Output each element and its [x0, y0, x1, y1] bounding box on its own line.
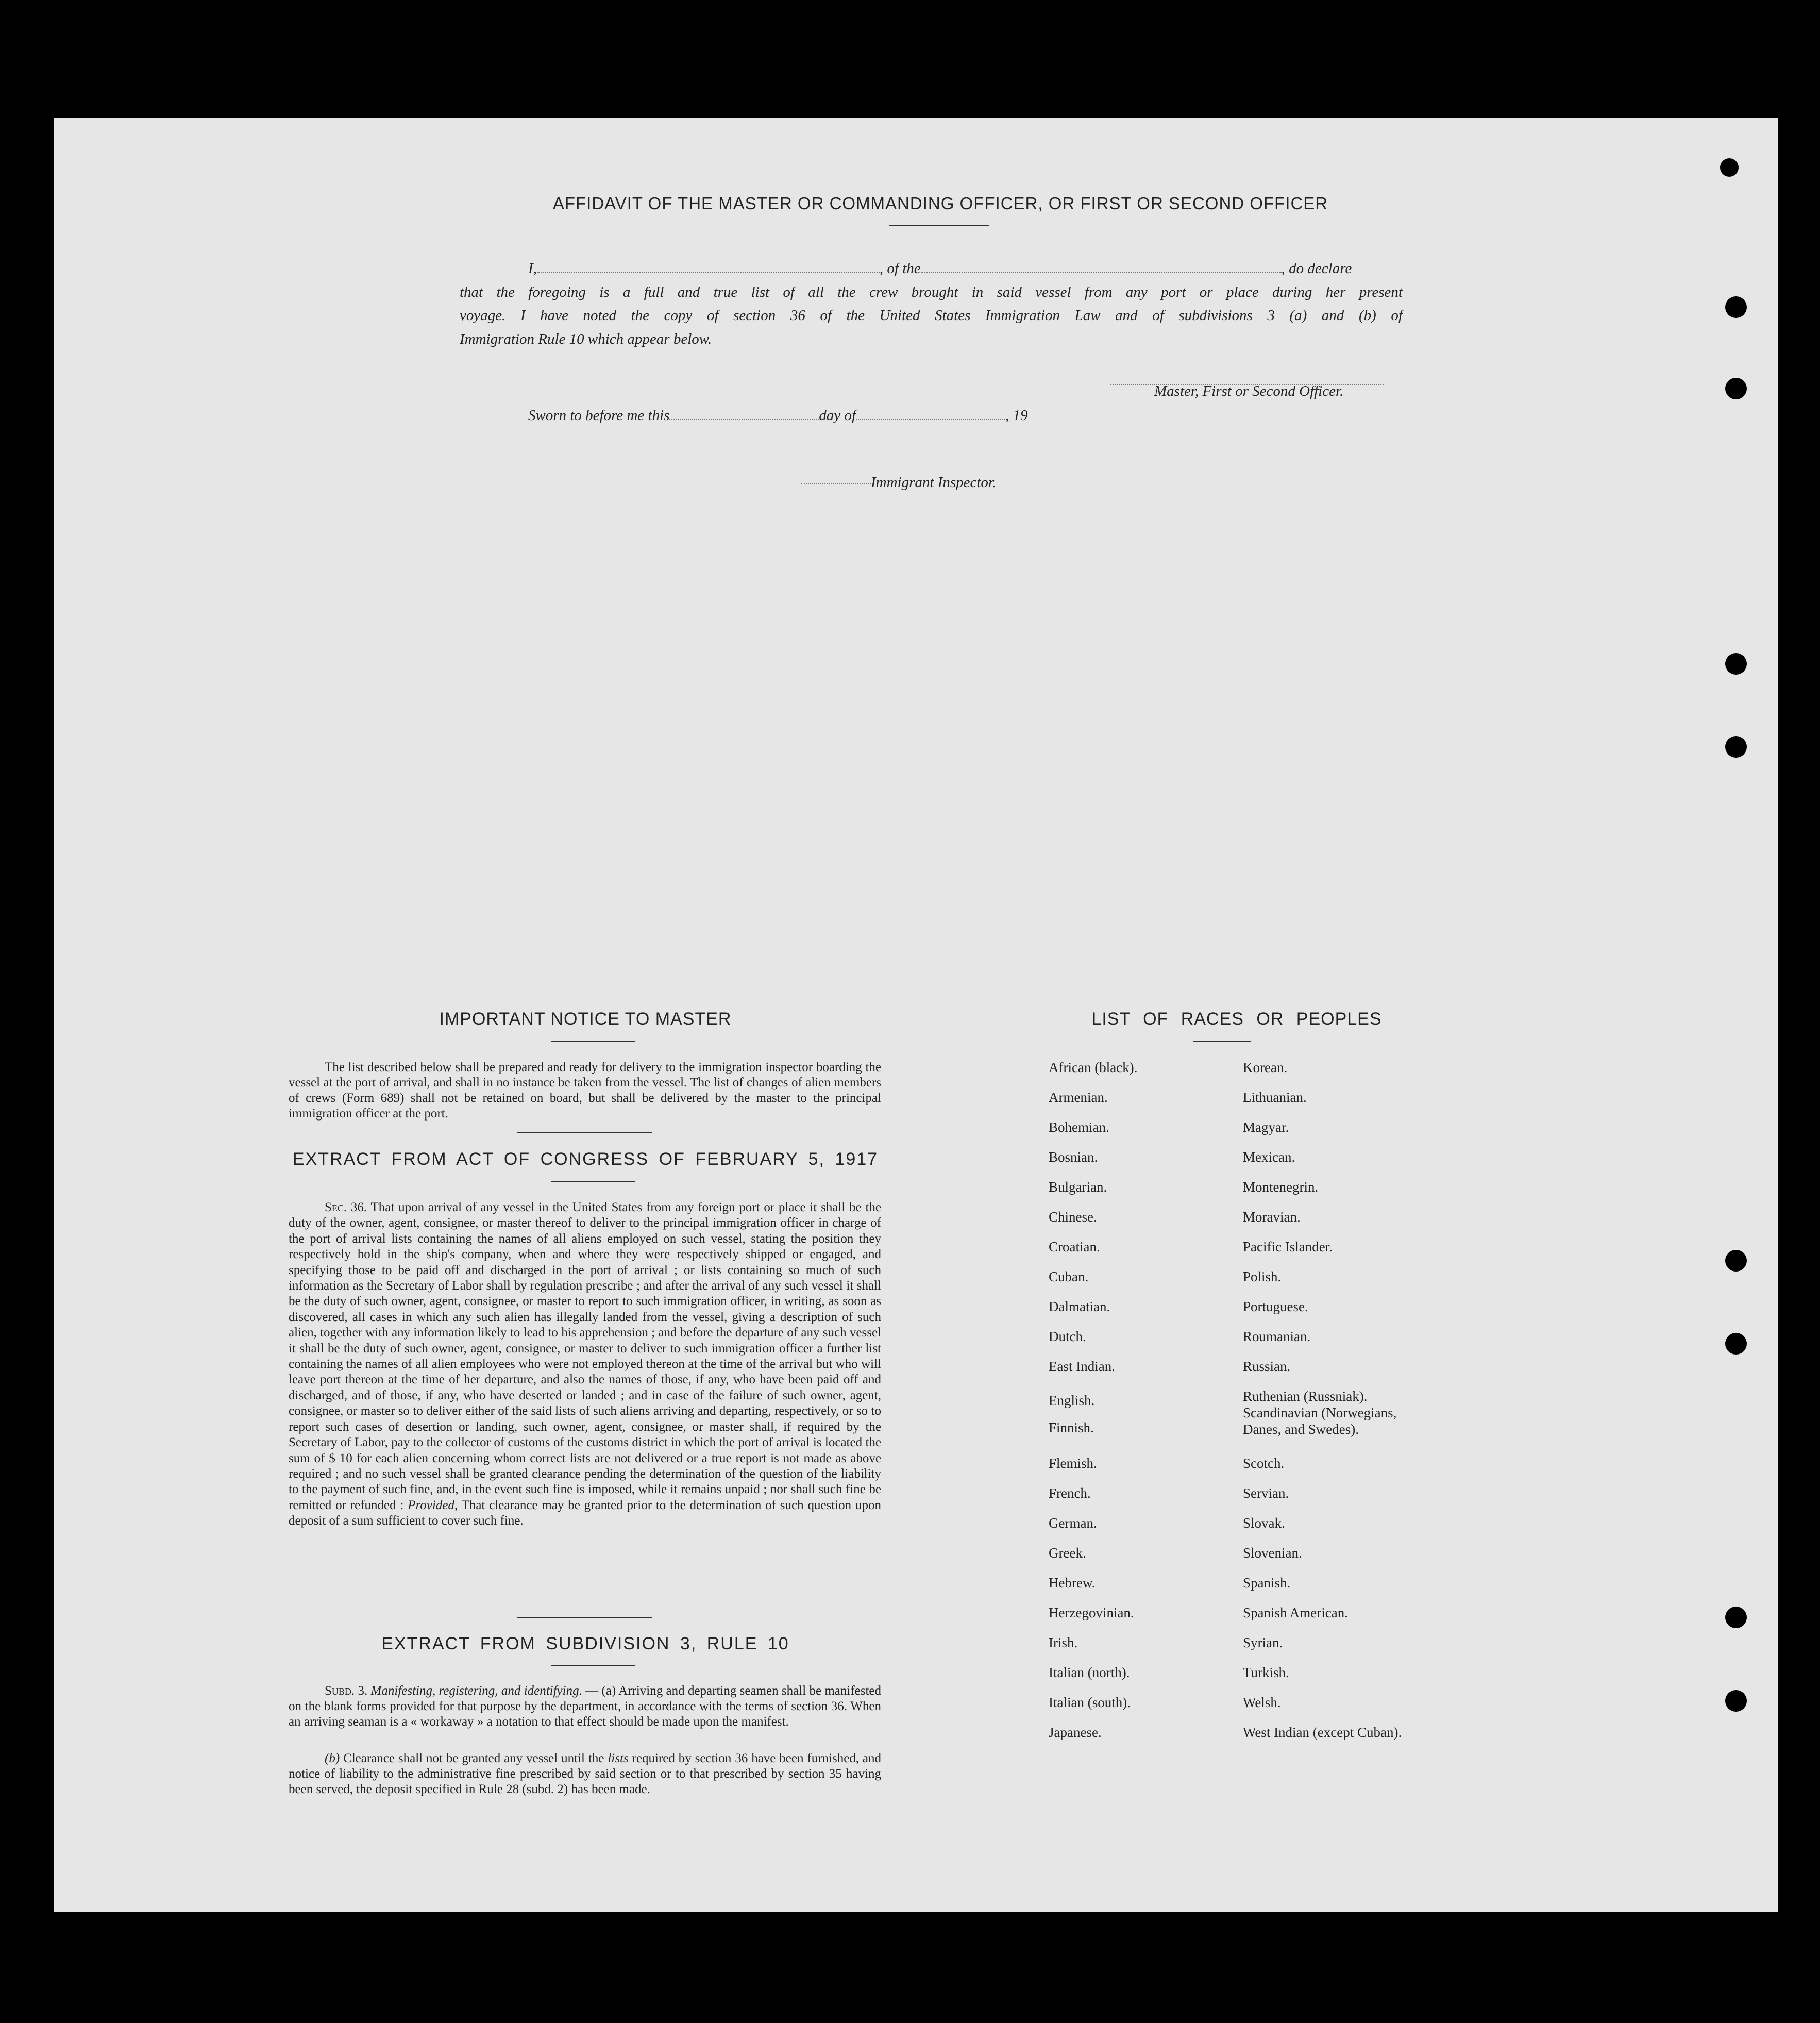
extract-act-title: EXTRACT FROM ACT OF CONGRESS OF FEBRUARY 5, 1917 — [292, 1149, 879, 1169]
name-blank — [537, 267, 880, 273]
subd-heading: Manifesting, registering, and identifying. — [370, 1684, 582, 1698]
extract-act-title-rule — [551, 1181, 635, 1182]
races-left-column — [1049, 1060, 1224, 1740]
race-item: Danes, and Swedes). — [1243, 1422, 1359, 1437]
day-of-label: day of — [819, 407, 856, 424]
race-item: English. — [1049, 1393, 1095, 1408]
race-item: Cuban. — [1049, 1269, 1089, 1284]
para-b-start: Clearance shall not be granted any vessel until the — [343, 1751, 604, 1765]
extract-rule-title: EXTRACT FROM SUBDIVISION 3, RULE 10 — [381, 1634, 789, 1653]
sworn-line — [528, 407, 1028, 424]
para-a-text: Arriving and departing seamen shall be manifested on the blank forms provided for that purpose by the department, in accordance with the terms of section 36. When an arriving seaman is a « workaway » a notation to that effect should be made upon the manifest. — [289, 1684, 882, 1729]
race-item: Slovenian. — [1243, 1545, 1302, 1561]
notice-body: The list described below shall be prepared and ready for delivery to the immigration inspector boarding the vessel at the port of arrival, and shall in no instance be taken from the vessel. The list of changes of alien members of crews (Form 689) shall not be retained on board, but shall be delivered by the master to the principal immigration officer at the port. — [289, 1060, 881, 1121]
punch-hole-8 — [1725, 1690, 1747, 1712]
affidavit-title-rule — [889, 225, 989, 226]
race-item: Herzegovinian. — [1049, 1605, 1134, 1620]
race-item: Turkish. — [1243, 1665, 1289, 1680]
subd-label: Subd. 3. — [325, 1684, 368, 1698]
race-item: Chinese. — [1049, 1209, 1097, 1225]
affidavit-declare-label: , do declare — [1281, 260, 1352, 277]
inspector-signature-label: Immigrant Inspector. — [871, 474, 997, 491]
notice-title-rule — [551, 1041, 635, 1042]
affidavit-line-4: Immigration Rule 10 which appear below. — [460, 331, 712, 347]
vessel-blank — [921, 267, 1282, 273]
extract-rule-para-b — [289, 1751, 881, 1797]
race-item: Finnish. — [1049, 1420, 1094, 1435]
punch-hole-7 — [1725, 1607, 1747, 1628]
race-item: French. — [1049, 1485, 1091, 1501]
race-item: Roumanian. — [1243, 1329, 1311, 1344]
para-b-lists: lists — [608, 1751, 629, 1765]
races-title-rule — [1193, 1041, 1251, 1042]
race-item: Scandinavian (Norwegians, — [1243, 1405, 1397, 1420]
race-item: Welsh. — [1243, 1695, 1281, 1710]
race-item: West Indian (except Cuban). — [1243, 1725, 1402, 1740]
extract-rule-title-rule — [551, 1665, 635, 1666]
punch-hole-2 — [1725, 378, 1747, 399]
notice-end-rule — [517, 1132, 652, 1133]
races-right-column — [1243, 1060, 1449, 1740]
race-item: Servian. — [1243, 1485, 1289, 1501]
race-item: Syrian. — [1243, 1635, 1283, 1650]
race-item: East Indian. — [1049, 1359, 1115, 1374]
race-item: Slovak. — [1243, 1515, 1285, 1531]
race-item: Italian (south). — [1049, 1695, 1131, 1710]
race-item: Russian. — [1243, 1359, 1291, 1374]
para-b-end: required by section 36 have been furnished, and notice of liability to the administrative fine prescribed by said section or to that prescribed by section 35 having been served, the deposit specified in Rule 28 (subd. 2) has been made. — [289, 1751, 882, 1796]
race-item: Hebrew. — [1049, 1575, 1096, 1591]
race-item: Lithuanian. — [1243, 1090, 1307, 1105]
race-item: Bosnian. — [1049, 1149, 1098, 1165]
affidavit-line-3: voyage. I have noted the copy of section 36 of the United States Immigration Law and of subdivisions 3 (a) and (b) of — [460, 307, 1403, 324]
race-item: Armenian. — [1049, 1090, 1108, 1105]
race-item: Japanese. — [1049, 1725, 1102, 1740]
race-item: Magyar. — [1243, 1119, 1289, 1135]
affidavit-of-the-label: , of the — [879, 260, 921, 277]
para-a-label: — (a) — [585, 1684, 616, 1698]
extract-act-body — [289, 1200, 881, 1529]
race-item: Scotch. — [1243, 1456, 1285, 1471]
provided-label: Provided, — [408, 1498, 458, 1512]
sworn-day-blank — [669, 414, 819, 420]
race-item: Spanish American. — [1243, 1605, 1348, 1620]
punch-hole-3 — [1725, 653, 1747, 675]
race-item: Dutch. — [1049, 1329, 1086, 1344]
race-item: Ruthenian (Russniak). — [1243, 1389, 1368, 1404]
para-b-label: (b) — [325, 1751, 340, 1765]
sec-36-text: That upon arrival of any vessel in the United States from any foreign port or place it shall be the duty of the owner, agent, consignee, or master thereof to deliver to the principal immigration officer in charge of the port of arrival lists containing the names of all aliens employed on such vessel, stating the position they respectively hold in the ship's company, when and where they were respectively shipped or engaged, and specifying those to be paid off and discharged in the port of arrival ; or lists containing so much of such information as the Secretary of Labor shall by regulation prescribe ; and after the arrival of any such vessel it shall be the duty of such owner, agent, consignee, or master to report to such immigration officer, in writing, as soon as discovered, all cases in which any such alien has illegally landed from the vessel, giving a description of such alien, together with any information likely to lead to his apprehension ; and before the departure of any such vessel it shall be the duty of such owner, agent, consignee, or master to deliver to such immigration officer a further list containing the names of all alien employees who were not employed thereon at the time of the arrival but who will leave port thereon at the time of her departure, and also the names of those, if any, who have been paid off and discharged, and of those, if any, who have deserted or landed ; and in case of the failure of such owner, agent, consignee, or master so to deliver either of the said lists of such aliens arriving and departing, respectively, or so to report such cases of desertion or landing, such owner, agent, consignee, or master shall, if required by the Secretary of Labor, pay to the collector of customs of the customs district in which the port of arrival is located the sum of $ 10 for each alien concerning whom correct lists are not delivered or a true report is not made as above required ; and no such vessel shall be granted clearance pending the determination of the question of the liability to the payment of such fine, and, in the event such fine is imposed, while it remains unpaid ; nor shall such fine be remitted or refunded : — [289, 1200, 881, 1512]
race-item: Portuguese. — [1243, 1299, 1308, 1314]
race-item: Greek. — [1049, 1545, 1086, 1561]
race-item: Korean. — [1243, 1060, 1288, 1075]
sec-36-label: Sec. 36. — [325, 1200, 367, 1214]
race-item: Montenegrin. — [1243, 1179, 1319, 1195]
punch-hole-4 — [1725, 736, 1747, 758]
affidavit-line-2: that the foregoing is a full and true list of all the crew brought in said vessel from any port or place during her present — [460, 284, 1403, 300]
race-item: Italian (north). — [1049, 1665, 1130, 1680]
master-signature-label: Master, First or Second Officer. — [1154, 383, 1344, 399]
race-item: Irish. — [1049, 1635, 1078, 1650]
punch-hole-top — [1720, 158, 1739, 177]
race-item: Flemish. — [1049, 1456, 1097, 1471]
race-item: Spanish. — [1243, 1575, 1291, 1591]
race-item: German. — [1049, 1515, 1097, 1531]
race-item: Pacific Islander. — [1243, 1239, 1333, 1255]
affidavit-line-1 — [528, 260, 1404, 277]
race-item: Bohemian. — [1049, 1119, 1109, 1135]
extract-act-end-rule — [517, 1617, 652, 1618]
race-item: Croatian. — [1049, 1239, 1100, 1255]
extract-rule-para-a — [289, 1683, 881, 1730]
sec-36-text-end: That clearance may be granted prior to the determination of such question upon deposit of a sum sufficient to cover such fine. — [289, 1498, 881, 1528]
races-title: LIST OF RACES OR PEOPLES — [1091, 1009, 1382, 1029]
punch-hole-6 — [1725, 1333, 1747, 1355]
race-item: Dalmatian. — [1049, 1299, 1110, 1314]
punch-hole-5 — [1725, 1250, 1747, 1272]
race-item: Bulgarian. — [1049, 1179, 1107, 1195]
year-label: , 19 — [1005, 407, 1028, 424]
race-item: African (black). — [1049, 1060, 1138, 1075]
sworn-month-blank — [856, 414, 1005, 420]
affidavit-i-label: I, — [528, 260, 537, 277]
sworn-label: Sworn to before me this — [528, 407, 670, 424]
punch-hole-1 — [1725, 296, 1747, 318]
race-item: Mexican. — [1243, 1149, 1295, 1165]
affidavit-title: AFFIDAVIT OF THE MASTER OR COMMANDING OFFICER, OR FIRST OR SECOND OFFICER — [552, 194, 1328, 213]
race-item: Moravian. — [1243, 1209, 1301, 1225]
inspector-signature-line — [801, 478, 871, 484]
race-item: Polish. — [1243, 1269, 1282, 1284]
notice-title: IMPORTANT NOTICE TO MASTER — [439, 1009, 732, 1029]
